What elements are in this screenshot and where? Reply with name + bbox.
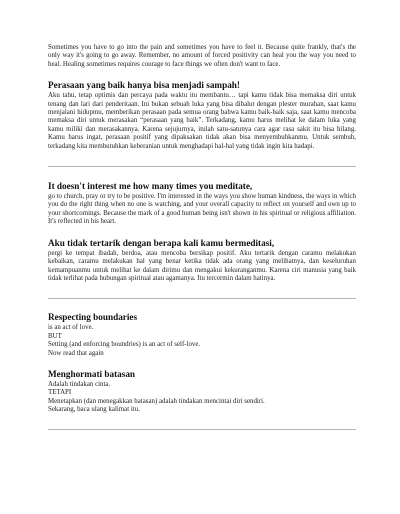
- text-line: TETAPI: [48, 389, 72, 397]
- text-line: Adalah tindakan cinta.: [48, 380, 111, 388]
- respecting-boundaries-lines: [48, 324, 356, 358]
- paragraph-perasaan: Aku tahu, tetap optimis dan percaya pada waktu itu membantu… tapi kamu tidak bisa memaksa diri untuk tenang dan lari dari penderitaan. Ini bukan sebuah luka yang bisa dibalut dengan plester murahan, saat kamu menjalani hidupmu, memberikan perasaan pada semua orang bahwa kamu baik-baik saja, saat kamu mencoba memaksa diri untuk merasakan “perasaan yang baik”. Terkadang, kamu harus melihat ke dalam luka yang kamu miliki dan merasakannya. Karena sejujurnya, itulah satu-satunya cara agar rasa sakit itu bisa hilang. Kamu harus ingat, perasaan positif yang dipaksakan tidak akan bisa menyembuhkanmu. Untuk sembuh, terkadang kita membutuhkan keberanian untuk menghadapi hal-hal yang tidak ingin kita hadapi.: [48, 92, 356, 150]
- text-line: BUT: [48, 332, 62, 340]
- heading-menghormati-batasan: Menghormati batasan: [48, 368, 136, 379]
- text-line: Sekarang, baca ulang kalimat itu.: [48, 406, 140, 414]
- text-line: Setting (and enforcing boundries) is an act of self-love.: [48, 341, 201, 349]
- heading-respecting-boundaries: Respecting boundaries: [48, 312, 138, 323]
- divider-2: [48, 298, 356, 299]
- text-line: Menetapkan (dan menegakkan batasan) adalah tindakan mencintai diri sendiri.: [48, 397, 265, 405]
- text-line: is an act of love.: [48, 324, 94, 332]
- heading-meditate: It doesn't interest me how many times you meditate,: [48, 181, 253, 192]
- intro-paragraph: Sometimes you have to go into the pain and sometimes you have to feel it. Because quite frankly, that's the only way it's going to go away. Remember, no amount of forced positivity can heal you the way you need to heal. Healing sometimes requires courage to face things we often don't want to face.: [48, 44, 356, 68]
- paragraph-meditate: go to church, pray or try to be positive. I'm interested in the ways you show human kindness, the ways in which you do the right thing when no one is watching, and your overall capacity to reflect on yourself and own up to your shortcomings. Because the mark of a good human being isn't shown in his spiritual or religious affiliation. It's reflected in his heart.: [48, 193, 356, 226]
- text-line: Now read that again: [48, 349, 104, 357]
- divider-1: [48, 166, 356, 167]
- paragraph-bermeditasi: pergi ke tempat ibadah, berdoa, atau mencoba bersikap positif. Aku tertarik dengan caramu melakukan kebaikan, caramu melakukan hal yang benar ketika tidak ada orang yang melihatnya, dan keseluruhan kemampuanmu untuk melihat ke dalam dirimu dan mengakui kekuranganmu. Karena ciri manusia yang baik tidak terlihat pada hubungan spiritual atau agamanya. Itu tercermin dalam hatinya.: [48, 249, 356, 282]
- divider-3: [48, 429, 356, 430]
- menghormati-batasan-lines: [48, 381, 356, 415]
- heading-bermeditasi: Aku tidak tertarik dengan berapa kali kamu bermeditasi,: [48, 237, 275, 248]
- heading-perasaan: Perasaan yang baik hanya bisa menjadi sampah!: [48, 80, 240, 91]
